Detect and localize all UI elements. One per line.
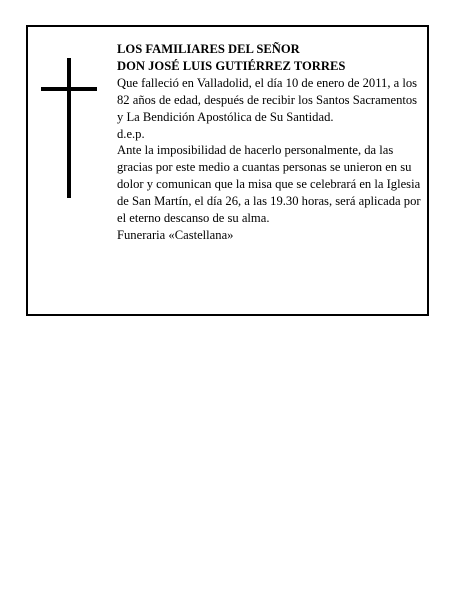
heading-line-1: LOS FAMILIARES DEL SEÑOR: [117, 42, 300, 56]
death-announcement: Que falleció en Valladolid, el día 10 de enero de 2011, a los 82 años de edad, después de recibir los Santos Sacramentos y La Bendición Apostólica de Su Santidad.: [117, 75, 418, 124]
cross-vertical-bar: [67, 58, 71, 198]
obituary-notice: [26, 25, 429, 316]
heading-line-2: DON JOSÉ LUIS GUTIÉRREZ TORRES: [117, 58, 346, 73]
gratitude-message: Ante la imposibilidad de hacerlo personalmente, da las gracias por este medio a cuantas personas se unieron en su dolor y comunican que la misa que se celebrará en la Iglesia de San Martín, el día 26, a las 19.30 horas, será aplicada por el eterno descanso de su alma.: [117, 143, 421, 226]
funeral-home: Funeraria «Castellana»: [117, 227, 234, 242]
cross-horizontal-bar: [41, 87, 97, 91]
dep-abbreviation: d.e.p.: [117, 126, 145, 141]
notice-body: [117, 41, 423, 244]
